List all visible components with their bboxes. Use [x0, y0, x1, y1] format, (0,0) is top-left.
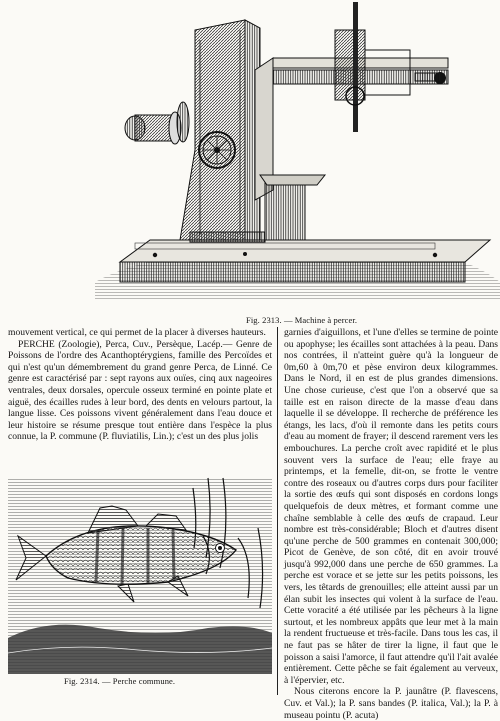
entry-body: (Zoologie), Perca, Cuv., Persèque, Lacép.— Genre de Poissons de l'ordre des Acanthoptérygiens, famille des Percoïdes et qui n'est qu'un démembrement du grand genre Perca, de Linné. Ce genre est caractérisé par : sept rayons aux ouïes, cinq aux nageoires ventrales, deux dorsales, opercule osseux terminé en pointe plate et aiguë, des écailles rudes à leur bord, des dents en velours partout, la langue lisse. Ces poissons vivent généralement dans l'eau douce et leur histoire se résume presque tout entière dans l'espèce la plus connue, la P. commune (P. fluviatilis, Lin.); c'est un des plus jolis — [8, 338, 272, 443]
figure-2313-caption: Fig. 2313. — Machine à percer. — [246, 315, 358, 325]
perche-entry — [8, 339, 272, 443]
continuation-paragraph: mouvement vertical, ce qui permet de la placer à diverses hauteurs. — [8, 327, 266, 338]
right-column-text — [284, 327, 498, 721]
right-column-paragraph: garnies d'aiguillons, et l'une d'elles se termine de pointe ou apophyse; les écailles sont attachées à la peau. Dans nos contrées, il n'atteint guère qu'à la longueur de 0m,60 à 0m,70 et pèse environ deux kilogrammes. Dans le Nord, il en est de plus grandes dimensions. Une chose curieuse, c'est que l'on a observé que sa taille est en raison directe de la masse d'eau dans laquelle il se développe. Il recherche de préférence les étangs, les lacs, d'où il remonte dans les petits cours d'eau au moment de frayer; il descend rarement vers les embouchures. La perche croît avec rapidité et le plus souvent vers la surface de l'eau; elle fraye au printemps, et la femelle, dit-on, se frotte le ventre contre des roseaux ou d'autres corps durs pour faciliter la sortie des œufs qui sont disposés en cordons longs quelquefois de deux mètres, et formant comme une chaîne semblable à celle des œufs de crapaud. Leur nombre est très-considérable; Bloch et d'autres disent qu'une perche de 500 grammes en contenait 300,000; Picot de Genève, de son côté, dit en avoir trouvé jusqu'à 992,000 dans une perche de 650 grammes. La perche est vorace et se jette sur les petits poissons, les vers, les têtards de grenouilles; elle atteint aussi par un élan subit les insectes qui volent à la surface de l'eau. Cette voracité a été utilisée par les pêcheurs à la ligne surtout, et les nombreux appâts que leur met à la main la rendent fructueuse et très-facile. Dans tous les cas, il ne faut pas se hâter de tirer la ligne, il faut que le poisson a saisi l'amorce, il faut attendre qu'il l'ait avalée entièrement. Cette pêche se fait également au verveux, à l'épervier, etc. — [284, 327, 498, 686]
drilling-machine-illustration — [95, 0, 500, 300]
entry-headword: PERCHE — [18, 338, 55, 350]
perch-fish-illustration — [8, 478, 272, 674]
right-column-paragraph-2: Nous citerons encore la P. jaunâtre (P. flavescens, Cuv. et Val.); la P. sans bandes (P. italica, Val.); la P. à museau pointu (P. acuta) — [284, 686, 498, 721]
column-divider — [277, 327, 278, 695]
figure-2314-caption: Fig. 2314. — Perche commune. — [64, 676, 176, 686]
left-column-text — [8, 327, 272, 443]
